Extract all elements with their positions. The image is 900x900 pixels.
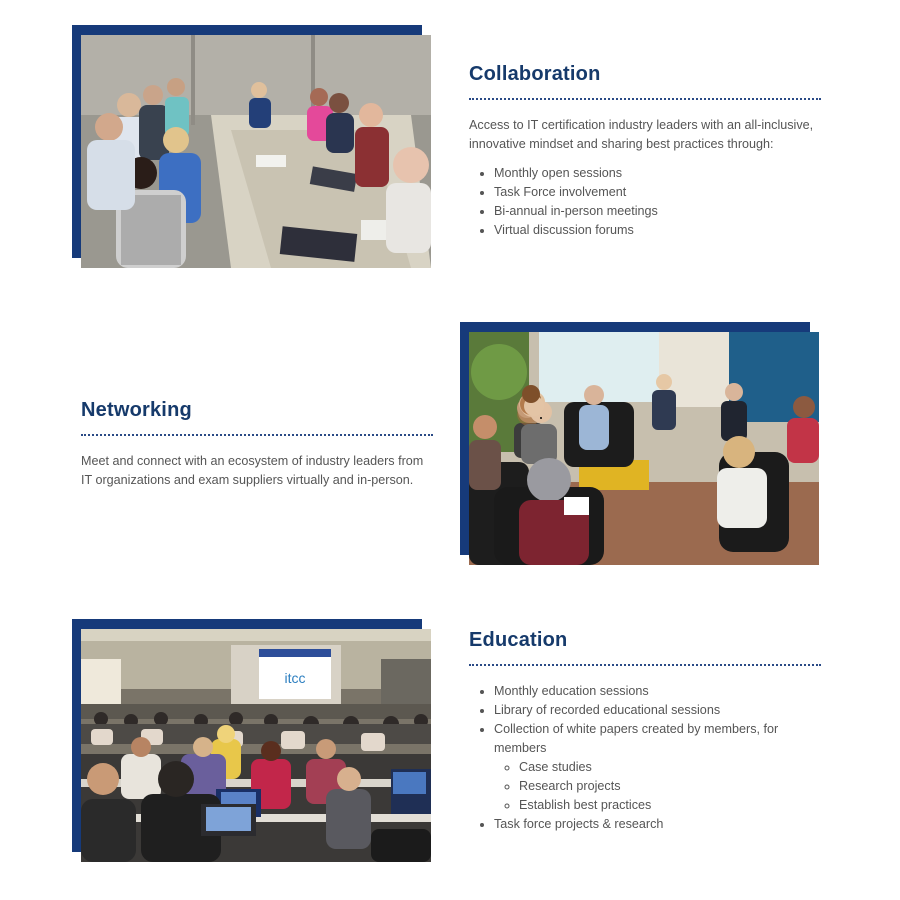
sublist-item: ◦ Establish best practices bbox=[519, 796, 821, 815]
education-sublist bbox=[494, 758, 821, 815]
collaboration-intro: Access to IT certification industry leaders with an all-inclusive, innovative mindset and sharing best practices through: bbox=[469, 118, 814, 151]
sublist-item: ◦ Research projects bbox=[519, 777, 821, 796]
list-item: • Monthly open sessions bbox=[494, 164, 821, 183]
collaboration-photo bbox=[72, 25, 431, 268]
list-item: • Task force projects & research bbox=[494, 815, 821, 834]
sublist-item: ◦ Case studies bbox=[519, 758, 821, 777]
slide-logo-text: itcc bbox=[284, 670, 306, 686]
list-item: • Virtual discussion forums bbox=[494, 221, 821, 240]
meeting-room-photo bbox=[81, 35, 431, 268]
list-item-text: Collection of white papers created by members, for members bbox=[494, 722, 779, 755]
heading-divider bbox=[81, 434, 433, 436]
networking-text: Meet and connect with an ecosystem of industry leaders from IT organizations and exam suppliers virtually and in-person. bbox=[81, 454, 424, 487]
networking-heading: Networking bbox=[81, 399, 192, 421]
lounge-discussion-photo bbox=[469, 332, 819, 565]
collaboration-heading: Collaboration bbox=[469, 63, 601, 85]
education-list bbox=[469, 682, 821, 834]
classroom-presentation-photo bbox=[81, 629, 431, 862]
education-heading: Education bbox=[469, 629, 568, 651]
collaboration-list bbox=[469, 164, 821, 240]
networking-photo bbox=[460, 322, 819, 565]
list-item: • Monthly education sessions bbox=[494, 682, 821, 701]
list-item: • Library of recorded educational sessions bbox=[494, 701, 821, 720]
heading-divider bbox=[469, 664, 821, 666]
list-item: • Bi-annual in-person meetings bbox=[494, 202, 821, 221]
heading-divider bbox=[469, 98, 821, 100]
list-item: • Task Force involvement bbox=[494, 183, 821, 202]
list-item bbox=[494, 720, 821, 815]
education-photo bbox=[72, 619, 431, 862]
